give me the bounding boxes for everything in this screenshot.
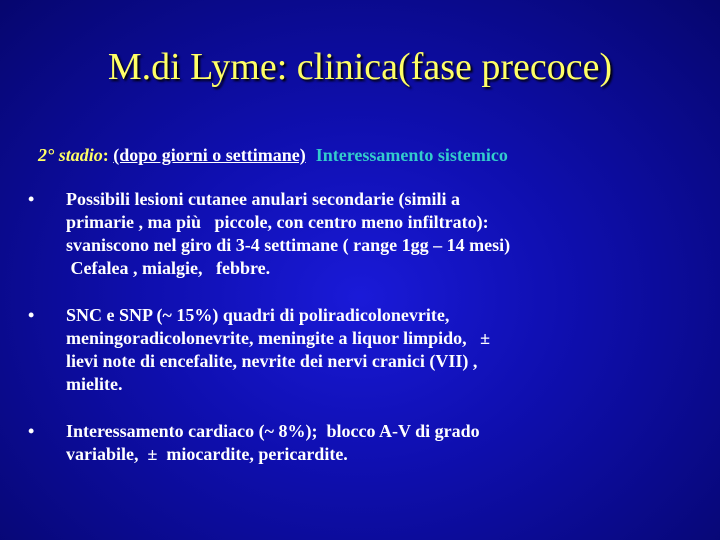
stage-label: 2° stadio <box>38 145 103 165</box>
bullet-line: mielite. <box>66 374 123 394</box>
bullet-line: svaniscono nel giro di 3-4 settimane ( range 1gg – 14 mesi) <box>66 235 511 255</box>
bullet-line: Interessamento cardiaco (~ 8%); blocco A-V di grado <box>66 421 480 441</box>
subtitle-line <box>38 143 508 167</box>
bullet-line: Possibili lesioni cutanee anulari secondarie (simili a <box>66 189 461 209</box>
slide-title: M.di Lyme: clinica(fase precoce) <box>107 46 613 88</box>
stage-colon: : <box>102 145 114 165</box>
bullet-text <box>66 420 480 466</box>
stage-timing: (dopo giorni o settimane) <box>113 145 306 165</box>
stage-system: Interessamento sistemico <box>315 145 508 165</box>
bullet-text <box>66 188 510 280</box>
bullet-line: SNC e SNP (~ 15%) quadri di poliradicolonevrite, <box>66 305 450 325</box>
bullet-marker: • <box>28 421 35 441</box>
bullet-marker: • <box>28 305 35 325</box>
bullet-line: Cefalea , mialgie, febbre. <box>66 258 271 278</box>
bullet-line: meningoradicolonevrite, meningite a liquor limpido, ± <box>66 328 491 348</box>
bullet-line: lievi note di encefalite, nevrite dei nervi cranici (VII) , <box>66 351 478 371</box>
bullet-marker: • <box>28 189 35 209</box>
bullet-line: variabile, ± miocardite, pericardite. <box>66 444 348 464</box>
bullet-text <box>66 304 490 396</box>
bullet-line: primarie , ma più piccole, con centro meno infiltrato): <box>66 212 489 232</box>
